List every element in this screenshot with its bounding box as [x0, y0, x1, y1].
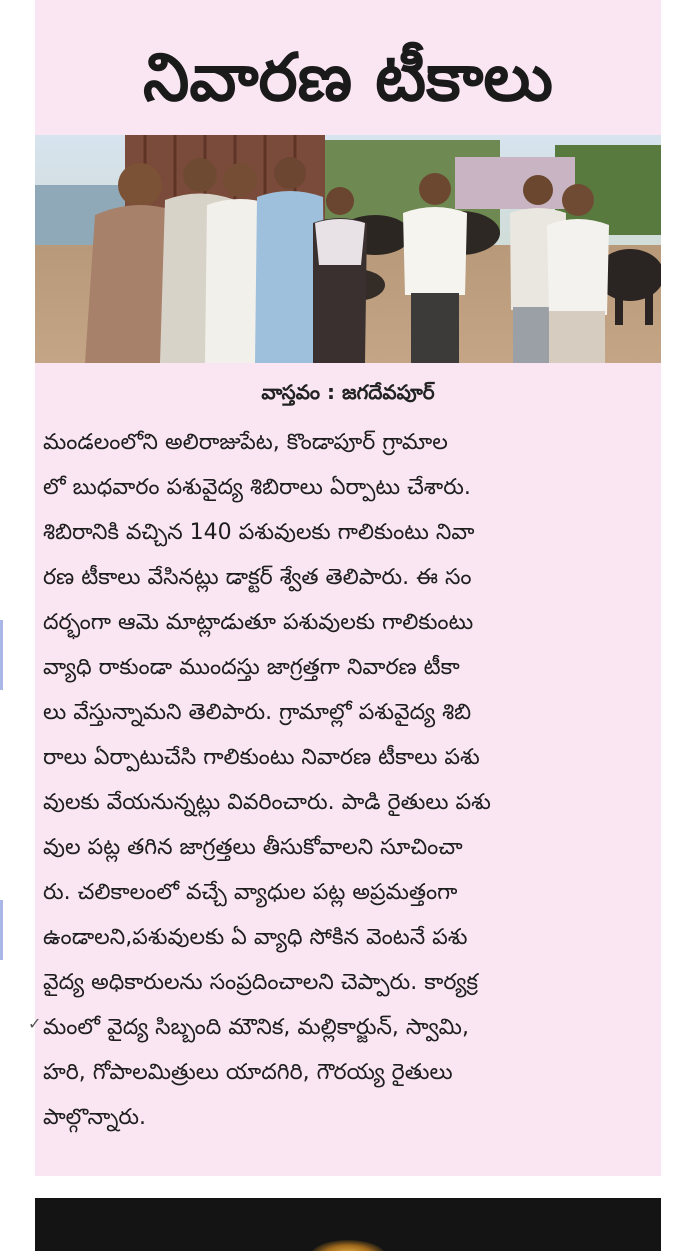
article-body	[43, 420, 655, 1140]
cut-off-text-fragment	[205, 0, 565, 4]
body-line: దర్భంగా ఆమె మాట్లాడుతూ పశువులకు గాలికుంటు	[43, 610, 474, 635]
body-line: రు. చలికాలంలో వచ్చే వ్యాధుల పట్ల అప్రమత్తంగా	[43, 880, 458, 905]
body-line: వ్యాధి రాకుండా ముందస్తు జాగ్రత్తగా నివారణ టీకా	[43, 655, 460, 680]
body-line: లో బుధవారం పశువైద్య శిబిరాలు ఏర్పాటు చేశారు.	[43, 475, 471, 500]
news-photo	[35, 135, 661, 363]
dateline: వాస్తవం : జగదేవపూర్	[261, 380, 435, 404]
body-line: వులకు వేయనున్నట్లు వివరించారు. పాడి రైతులు పశు	[43, 790, 491, 815]
body-line: వుల పట్ల తగిన జాగ్రత్తలు తీసుకోవాలని సూచించా	[43, 835, 463, 860]
body-line: శిబిరానికి వచ్చిన 140 పశువులకు గాలికుంటు నివా	[43, 520, 475, 545]
body-line: రాలు ఏర్పాటుచేసి గాలికుంటు నివారణ టీకాలు పశు	[43, 745, 480, 770]
headline: నివారణ టీకాలు	[143, 39, 553, 116]
edge-mark	[0, 900, 3, 960]
checkmark-icon: ✓	[28, 1014, 42, 1033]
edge-mark	[0, 620, 3, 690]
news-clipping	[35, 0, 661, 1176]
body-line: పాల్గొన్నారు.	[43, 1105, 147, 1130]
cut-off-previous-headline	[205, 0, 565, 4]
body-line: లు వేస్తున్నామని తెలిపారు. గ్రామాల్లో పశువైద్య శిబి	[43, 700, 472, 725]
group-photo-illustration	[35, 135, 661, 363]
body-line: మండలంలోని అలిరాజుపేట, కొండాపూర్ గ్రామాల	[43, 430, 448, 455]
body-line: మంలో వైద్య సిబ్బంది మౌనిక, మల్లికార్జున్, స్వామి,	[43, 1015, 469, 1040]
sun-glow-graphic	[311, 1240, 385, 1251]
body-line: హరి, గోపాలమిత్రులు యాదగిరి, గౌరయ్య రైతులు	[43, 1060, 453, 1085]
body-line: ఉండాలని,పశువులకు ఏ వ్యాధి సోకిన వెంటనే పశు	[43, 925, 468, 950]
bottom-banner	[35, 1198, 661, 1251]
body-line: రణ టీకాలు వేసినట్లు డాక్టర్ శ్వేత తెలిపారు. ఈ సం	[43, 565, 472, 590]
body-line: వైద్య అధికారులను సంప్రదించాలని చెప్పారు. కార్యక్ర	[43, 970, 478, 995]
